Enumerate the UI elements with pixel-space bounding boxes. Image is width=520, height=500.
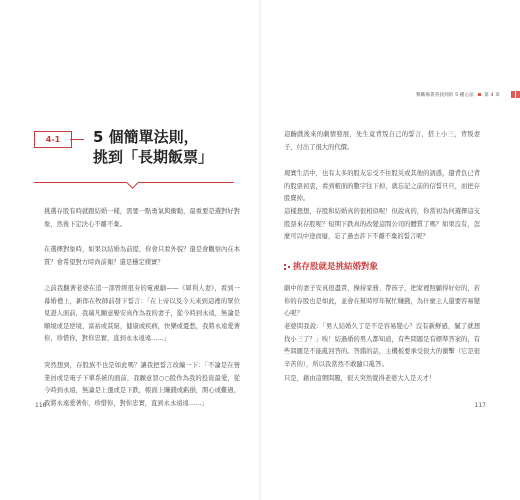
divider-chevron-icon: [126, 176, 139, 189]
header-color-bar: [511, 91, 520, 98]
running-header: [416, 92, 500, 98]
paragraph: 之前我翻著老婆在追一部曾經很夯的電視劇——《犀利人妻》，看到一幕婚禮上，新郎在牧師前發下誓言：「在上帝以及今天來到這裡的眾位見證人面前，我瑞凡願意娶安真作為我的妻子，從今時到永遠，無論是順境或是逆境，富裕或貧窮，健康或疾病，快樂或憂愁，我將永遠愛著你，珍惜你，對你忠實，直到永永遠遠……」: [44, 285, 240, 343]
chapter-title: [93, 127, 213, 167]
paragraph: 劇中的妻子安真很盡責，操持家務、帶孩子，把家裡照顧得好好的，若你的存股也是如此，並會在幫時厚年幫忙賺錢，為什麼主人還要容易變心呢？: [284, 285, 480, 318]
subheading-text: 挑存股就是挑結婚對象: [293, 262, 379, 272]
paragraph: 現實生活中，也有太多的股友忘受不住股災或其他的誘惑，還背負已背的股票初衷，看到帳面的數字往下掉，就忘記之前的信誓旦旦，而把存股賣掉。: [284, 170, 480, 203]
paragraph: 這樣想想，存股和結婚真的很相似呢！但說真的，你當初為何選擇這支股票來存股呢？短期下跌真的改變這間公司的體質了嗎？如果沒有，怎麼可以中途而廢，忘了過去許下不離不棄的誓言呢？: [284, 208, 480, 241]
paragraph: 挑選存股有時就跟結婚一樣，需要一點勇氣與衝動，最重要是選對好對象，然後下定決心不離不棄。: [44, 208, 240, 228]
section-badge-connector: [70, 139, 84, 140]
paragraph: 突然想到，存股族不也是如此嗎？讓我把誓言改編一下：「不論是在營業員或是電子下單系統的面前，我願意買○○股作為我的投資最愛，從今時到永遠，無論是上漲或是下跌，帳面上賺錢或虧損，開心或難過，我將永遠愛著你，珍惜你，對你忠實，直到永永遠遠……」: [44, 362, 240, 407]
page-number-right: 117: [474, 402, 486, 409]
subheading: [284, 260, 378, 272]
page-number-left: 116: [35, 402, 47, 409]
header-dot-icon: [478, 93, 481, 96]
paragraph: 老婆問我說：「男人結婚久了是不是容易變心？沒有新鮮感，膩了就想找小三了？」唉！結過婚的男人都知道，有些問題是有標準答案的，有些問題是不能亂回答的。答錯的話，主機板要承受很大的衝擊（它是很辛苦的），所以我當然不敢隨口亂答。: [284, 323, 480, 368]
section-number-badge: 4-1: [34, 131, 72, 148]
right-page: [260, 0, 520, 500]
subheading-bullet-icon: [284, 264, 290, 270]
chapter-title-line-2: 挑到「長期飯票」: [93, 148, 214, 166]
chapter-marker: 第 4 章: [484, 93, 500, 98]
chapter-title-line-1: 5 個簡單法則，: [93, 128, 199, 146]
paragraph: 在選擇對象時，如果以結婚為前提，你會只看外貌？還是會觀察內在本質？會希望對方時尚前衛？還是穩定樸實？: [44, 246, 240, 266]
paragraph: 這齣戲後來的劇情發展，先生竟背叛自己的誓言，搭上小三，背叛妻子，付出了很大的代價。: [284, 131, 480, 151]
running-header-title: 幫職場菁英找到的 5 種心法: [415, 93, 474, 98]
paragraph: 只是，藉由這個問題，很天突然覺得老婆大人是天才！: [284, 375, 436, 382]
